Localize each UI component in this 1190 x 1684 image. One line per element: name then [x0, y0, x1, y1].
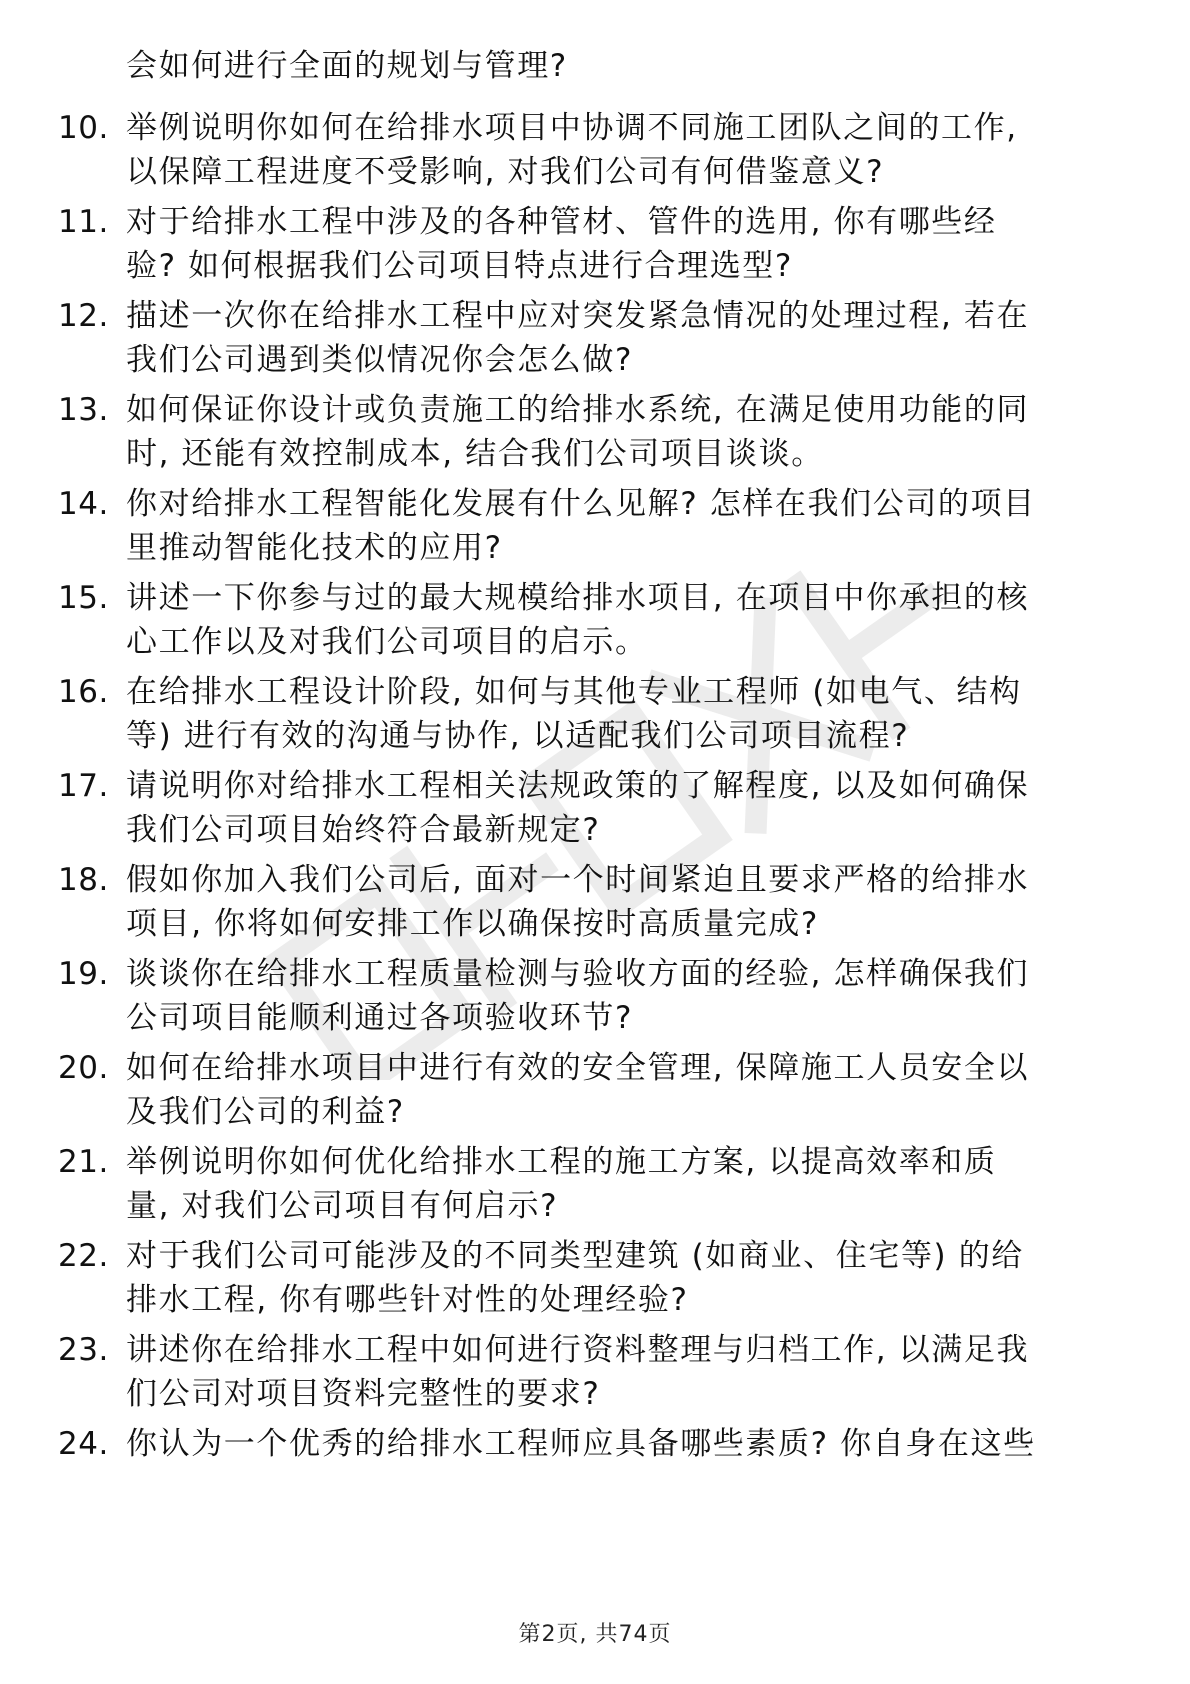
question-text: 对于我们公司可能涉及的不同类型建筑 (如商业、住宅等) 的给 排水工程, 你有哪些针对性的处理经验? [126, 1238, 1024, 1318]
question-number: 15. [58, 580, 109, 616]
question-number: 13. [58, 392, 109, 428]
question-number: 24. [58, 1426, 109, 1462]
question-text: 对于给排水工程中涉及的各种管材、管件的选用, 你有哪些经 验? 如何根据我们公司项目特点进行合理选型? [126, 204, 997, 284]
question-number: 17. [58, 768, 109, 804]
question-number: 18. [58, 862, 109, 898]
question-text: 举例说明你如何在给排水项目中协调不同施工团队之间的工作, 以保障工程进度不受影响, 对我们公司有何借鉴意义? [126, 110, 1018, 190]
question-text: 举例说明你如何优化给排水工程的施工方案, 以提高效率和质 量, 对我们公司项目有何启示? [126, 1144, 997, 1224]
question-number: 12. [58, 298, 109, 334]
question-text: 假如你加入我们公司后, 面对一个时间紧迫且要求严格的给排水 项目, 你将如何安排工作以确保按时高质量完成? [126, 862, 1030, 942]
continuation-line: 会如何进行全面的规划与管理? [126, 48, 568, 84]
question-text: 描述一次你在给排水工程中应对突发紧急情况的处理过程, 若在 我们公司遇到类似情况你会怎么做? [126, 298, 1030, 378]
question-number: 21. [58, 1144, 109, 1180]
question-number: 22. [58, 1238, 109, 1274]
question-number: 16. [58, 674, 109, 710]
question-text: 讲述你在给排水工程中如何进行资料整理与归档工作, 以满足我 们公司对项目资料完整性的要求? [126, 1332, 1030, 1412]
question-text: 讲述一下你参与过的最大规模给排水项目, 在项目中你承担的核 心工作以及对我们公司项目的启示。 [126, 580, 1030, 660]
question-number: 19. [58, 956, 109, 992]
question-number: 14. [58, 486, 109, 522]
question-text: 你对给排水工程智能化发展有什么见解? 怎样在我们公司的项目 里推动智能化技术的应用? [126, 486, 1036, 566]
question-number: 10. [58, 110, 109, 146]
question-text: 你认为一个优秀的给排水工程师应具备哪些素质? 你自身在这些 [126, 1426, 1036, 1462]
question-number: 23. [58, 1332, 109, 1368]
page-footer: 第2页, 共74页 [518, 1622, 672, 1647]
question-text: 如何在给排水项目中进行有效的安全管理, 保障施工人员安全以 及我们公司的利益? [126, 1050, 1030, 1130]
question-text: 谈谈你在给排水工程质量检测与验收方面的经验, 怎样确保我们 公司项目能顺利通过各项验收环节? [126, 956, 1030, 1036]
question-number: 11. [58, 204, 109, 240]
question-text: 请说明你对给排水工程相关法规政策的了解程度, 以及如何确保 我们公司项目始终符合最新规定? [126, 768, 1030, 848]
question-text: 在给排水工程设计阶段, 如何与其他专业工程师 (如电气、结构 等) 进行有效的沟通与协作, 以适配我们公司项目流程? [126, 674, 1022, 754]
question-text: 如何保证你设计或负责施工的给排水系统, 在满足使用功能的同 时, 还能有效控制成本, 结合我们公司项目谈谈。 [126, 392, 1030, 472]
question-number: 20. [58, 1050, 109, 1086]
